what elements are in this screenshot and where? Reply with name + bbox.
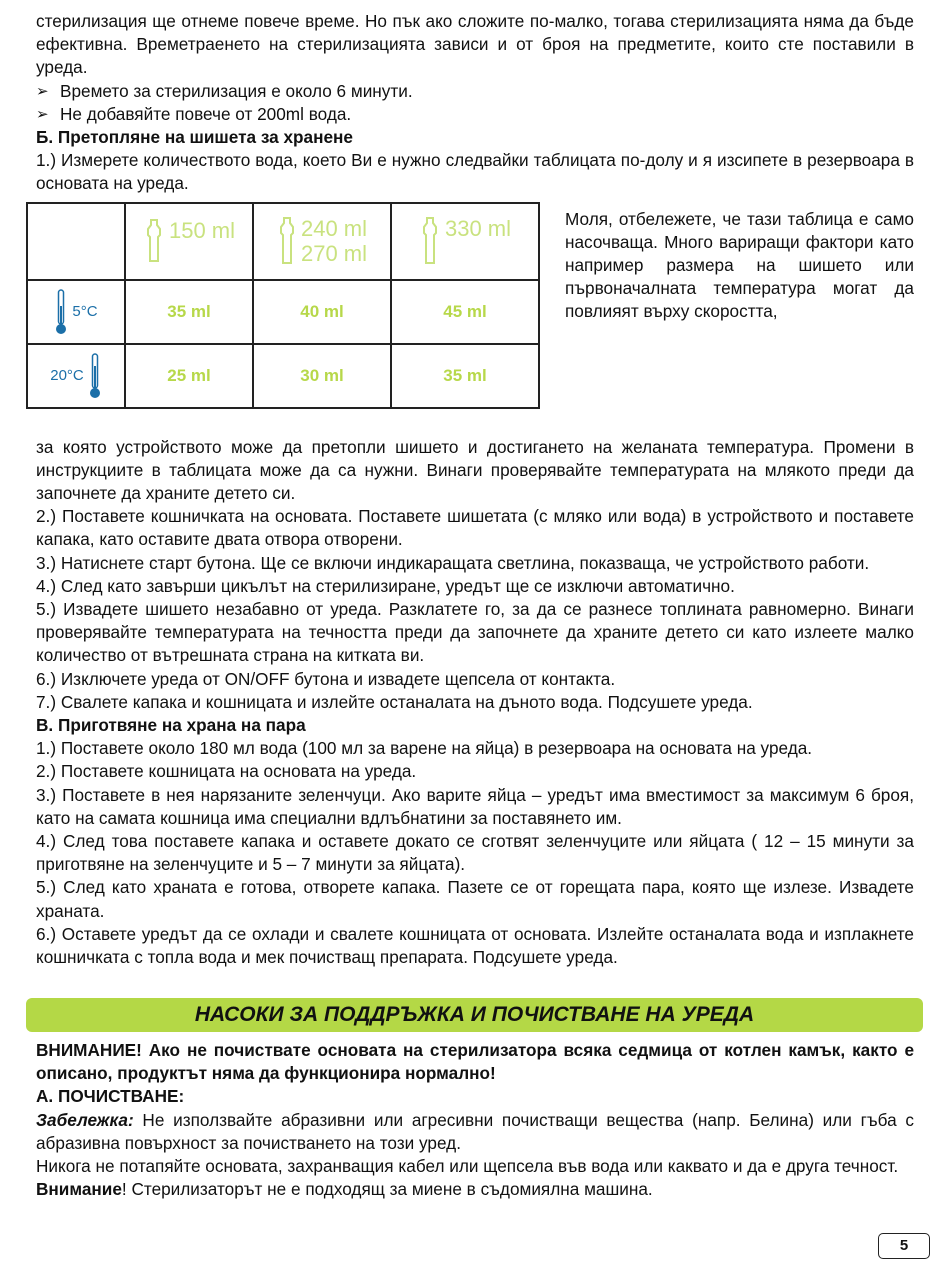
baby-bottle-icon (419, 216, 441, 266)
step-item: 5.) След като храната е готова, отворете капака. Пазете се от горещата пара, която ще излезе. Извадете храната. (36, 877, 914, 921)
section-b-step1: 1.) Измерете количеството вода, което Ви е нужно следвайки таблицата по-долу и я изсипете в резервоара в основата на уреда. (36, 150, 914, 194)
baby-bottle-icon (277, 216, 297, 266)
maintenance-banner (26, 998, 923, 1032)
bullet-text: Времето за стерилизация е около 6 минути. (60, 80, 413, 101)
bullet-item (36, 80, 914, 103)
table-cell: 45 ml (391, 280, 539, 344)
step-item: 2.) Поставете кошницата на основата на уреда. (36, 761, 417, 782)
step-item: 6.) Оставете уредът да се охлади и свалете кошницата от основата. Излейте останалата вода и изплакнете кошничката с топла вода и мек почистващ препарата. Подсушете уреда. (36, 923, 914, 968)
never-immerse-paragraph: Никога не потапяйте основата, захранващия кабел или щепсела във вода или каквато и да е друга течност. (36, 1156, 899, 1177)
table-cell: 35 ml (125, 280, 253, 344)
table-cell: 25 ml (125, 344, 253, 408)
page-number: 5 (878, 1233, 930, 1259)
step-item: 6.) Изключете уреда от ON/OFF бутона и извадете щепсела от контакта. (36, 668, 616, 689)
bullet-text: Не добавяйте повече от 200ml вода. (60, 103, 352, 124)
table-side-note: Моля, отбележете, че тази таблица е само насочваща. Много вариращи фактори като например размера на шишето или първоначалната температура могат да повлияят върху скоростта, (565, 208, 914, 322)
note-text: Не използвайте абразивни или агресивни почистващи вещества (напр. Белина) или гъба с абразивна повърхност за почистването на този уред. (36, 1109, 914, 1153)
arrow-bullet-icon: ➢ (36, 82, 49, 100)
page-body (36, 10, 914, 969)
step-item: 7.) Свалете капака и кошницата и излейте останалата на дъното вода. Подсушете уреда. (36, 691, 753, 712)
note-label: Забележка: (36, 1109, 134, 1130)
bullet-item (36, 103, 914, 126)
table-cell: 35 ml (391, 344, 539, 408)
thermometer-icon (54, 288, 68, 336)
intro-paragraph: стерилизация ще отнеме повече време. Но пък ако сложите по-малко, тогава стерилизацията няма да бъде ефективна. Времетраенето на стерилизацията зависи и от броя на предметите, които сте поставили в уреда. (36, 11, 914, 78)
banner-title: НАСОКИ ЗА ПОДДРЪЖКА И ПОЧИСТВАНЕ НА УРЕДА (194, 1003, 755, 1026)
temperature-cell (27, 280, 125, 344)
table-header-row (27, 203, 539, 280)
temperature-label: 20°C (50, 367, 84, 385)
cleaning-heading: А. ПОЧИСТВАНЕ: (36, 1086, 185, 1107)
bottle-header-cell (125, 203, 253, 280)
step-item: 2.) Поставете кошничката на основата. Поставете шишетата (с мляко или вода) в устройството и поставете капака, като оставите двата отвора отворени. (36, 506, 914, 550)
temperature-cell (27, 344, 125, 408)
table-row (27, 280, 539, 344)
section-b-heading: Б. Претопляне на шишета за хранене (36, 127, 353, 148)
continuation-paragraph: за която устройството може да претопли шишето и достигането на желаната температура. Промени в инструкциите в таблицата може да са нужни. Винаги проверявайте температурата на млякото преди да започнете да храните детето си. (36, 436, 914, 504)
attention-label: Внимание (36, 1179, 122, 1200)
step-item: 4.) След това поставете капака и оставете докато се сготвят зеленчуците или яйцата ( 12 – 15 минути за приготвяне на зеленчуците и 5 – 7 минути за яйцата). (36, 831, 914, 875)
temperature-label: 5°C (72, 303, 98, 321)
empty-cell (27, 203, 125, 280)
maintenance-section (36, 1039, 914, 1201)
table-row (27, 344, 539, 408)
table-cell: 30 ml (253, 344, 391, 408)
step-item: 3.) Поставете в нея нарязаните зеленчуци. Ако варите яйца – уредът има вместимост за максимум 6 броя, като на самата кошница има специални вдлъбнатини за поставянето им. (36, 784, 914, 828)
thermometer-icon (88, 352, 102, 400)
attention-paragraph (36, 1178, 914, 1201)
step-item: 5.) Извадете шишето незабавно от уреда. Разклатете го, за да се разнесе топлината равномерно. Винаги проверявайте температурата на течността преди да започнете да храните детето си като излеете малко количество от вътрешната страна на китката ви. (36, 599, 914, 666)
bottle-volume: 150 ml (168, 218, 236, 244)
bottle-header-cell (391, 203, 539, 280)
step-item: 1.) Поставете около 180 мл вода (100 мл за варене на яйца) в резервоара на основата на уреда. (36, 738, 813, 759)
cleaning-note (36, 1109, 914, 1155)
step-item: 4.) След като завърши цикълът на стерилизиране, уредът ще се изключи автоматично. (36, 575, 735, 596)
table-cell: 40 ml (253, 280, 391, 344)
attention-text: ! Стерилизаторът не е подходящ за миене в съдомиялна машина. (121, 1179, 653, 1200)
step-item: 3.) Натиснете старт бутона. Ще се включи индикаращата светлина, показваща, че устройството работи. (36, 552, 870, 573)
warming-table (26, 202, 540, 409)
bottle-header-cell (253, 203, 391, 280)
arrow-bullet-icon: ➢ (36, 105, 49, 123)
bottle-volume: 330 ml (444, 216, 512, 242)
bottle-volume: 270 ml (300, 241, 368, 267)
section-c-heading: В. Приготвяне на храна на пара (36, 715, 306, 736)
warming-table-block (36, 202, 914, 436)
maintenance-warning: ВНИМАНИЕ! Ако не почиствате основата на стерилизатора всяка седмица от котлен камък, както е описано, продуктът няма да функционира нормално! (36, 1040, 914, 1084)
baby-bottle-icon (143, 218, 165, 264)
bottle-volume: 240 ml (300, 216, 368, 242)
